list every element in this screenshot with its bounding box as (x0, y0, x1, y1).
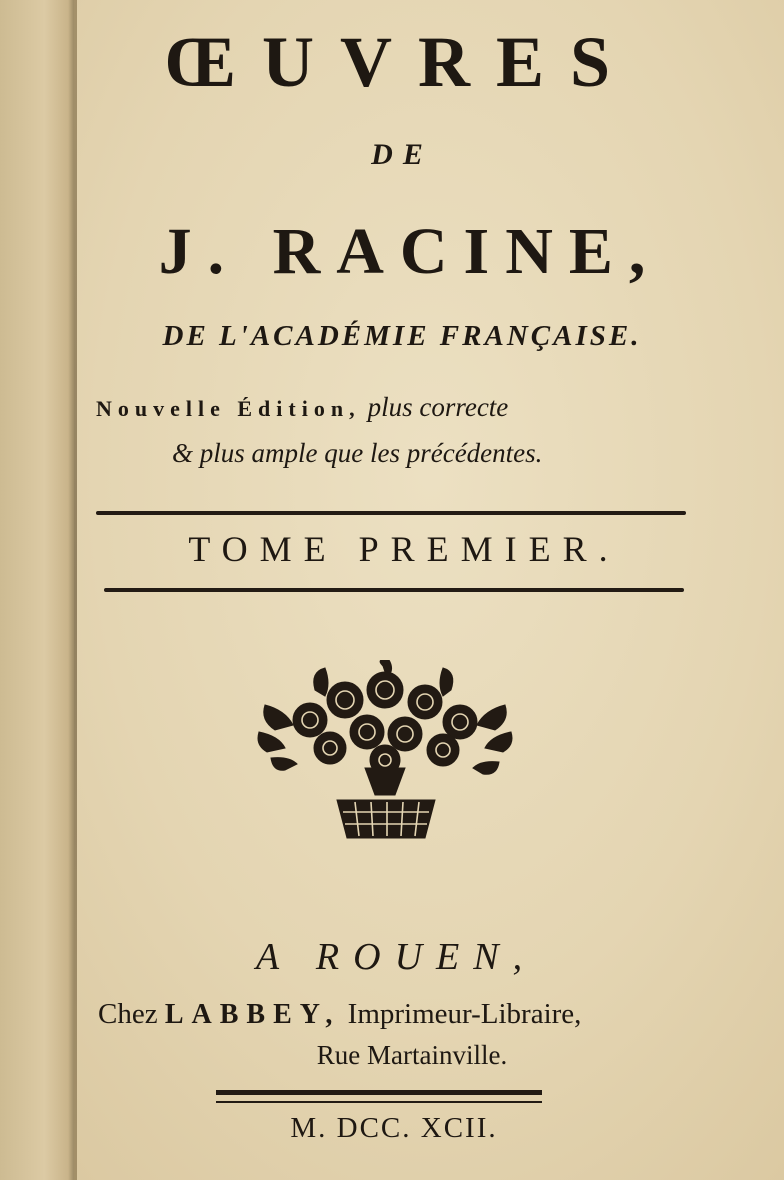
printer-role: Imprimeur-Libraire, (347, 998, 582, 1030)
printer-address: Rue Martainville. (316, 1040, 508, 1070)
printer-prefix: Chez (98, 998, 158, 1030)
volume-label: TOME PREMIER. (188, 529, 620, 569)
flower-basket-vignette (255, 660, 515, 850)
publication-date: M. DCC. XCII. (290, 1112, 498, 1144)
bottom-rule (104, 588, 684, 592)
top-rule (96, 511, 686, 515)
date-rule-thin (216, 1101, 542, 1103)
publication-place: A ROUEN, (255, 936, 537, 978)
book-binding (0, 0, 74, 1180)
date-rule-thick (216, 1090, 542, 1095)
edition-line-2: & plus ample que les précédentes. (172, 438, 543, 468)
title-preposition: DE (371, 138, 433, 171)
author-affiliation: DE L'ACADÉMIE FRANÇAISE. (162, 320, 642, 352)
edition-italic: plus correcte (367, 392, 509, 422)
page-gutter (74, 0, 77, 1180)
edition-line (96, 392, 706, 424)
edition-caps: Nouvelle Édition, (96, 396, 361, 421)
author-name: J. RACINE, (158, 215, 662, 288)
printer-name: LABBEY, (164, 999, 341, 1030)
printer-line (98, 998, 698, 1031)
book-title: ŒUVRES (163, 22, 637, 102)
